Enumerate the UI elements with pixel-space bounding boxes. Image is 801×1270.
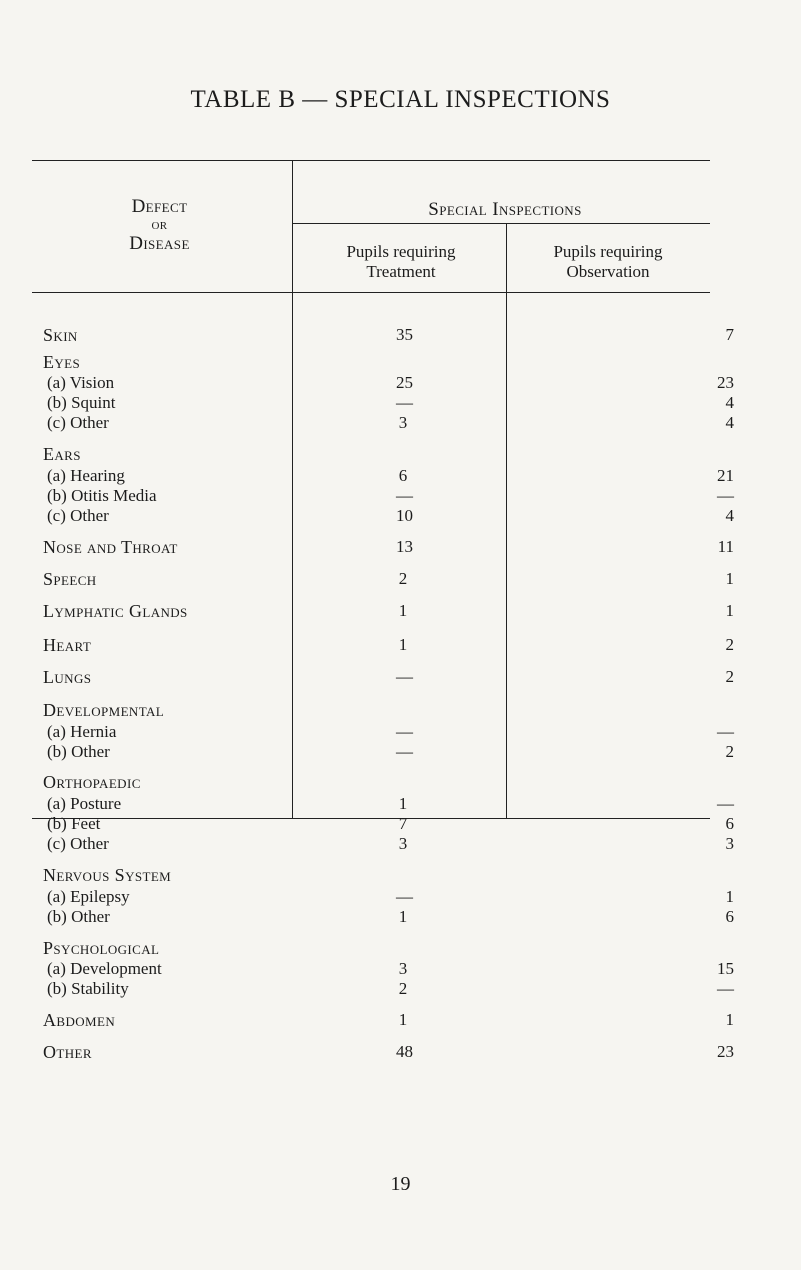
observation-value: 3 [725, 834, 734, 853]
observation-value: — [717, 794, 734, 813]
row-label: (a) Hearing [47, 466, 125, 485]
table-row [0, 886, 801, 908]
row-label: Skin [43, 325, 78, 345]
treatment-value: — [396, 667, 413, 686]
observation-value: 15 [717, 959, 734, 978]
table-row [0, 721, 801, 743]
row-label: Heart [43, 635, 92, 655]
header-bottom-rule [32, 292, 710, 293]
table-row [0, 1041, 801, 1063]
row-label: (a) Vision [47, 373, 115, 392]
table-row [0, 793, 801, 815]
observation-value: 2 [725, 635, 734, 654]
observation-value: — [717, 722, 734, 741]
treatment-value: — [396, 887, 413, 906]
row-label: (a) Development [47, 959, 162, 978]
table-row [0, 443, 801, 465]
table-row [0, 771, 801, 793]
observation-value: 4 [725, 506, 734, 525]
table-row [0, 600, 801, 622]
table-row [0, 958, 801, 980]
observation-value: 21 [717, 466, 734, 485]
row-label: Psychological [43, 938, 160, 958]
treatment-value: 2 [398, 979, 408, 998]
observation-value: 1 [725, 887, 734, 906]
table-row [0, 978, 801, 1000]
table-row [0, 536, 801, 558]
treatment-value: 48 [396, 1042, 413, 1061]
table-row [0, 372, 801, 394]
treatment-value: 3 [398, 413, 408, 432]
row-label: (b) Otitis Media [47, 486, 157, 505]
observation-value: — [717, 979, 734, 998]
row-label: (a) Hernia [47, 722, 117, 741]
row-label: (a) Epilepsy [47, 887, 130, 906]
observation-value: 6 [725, 814, 734, 833]
treatment-header-line2: Treatment [366, 262, 436, 281]
row-label: Nervous System [43, 865, 172, 885]
table-row [0, 833, 801, 855]
treatment-value: 1 [398, 794, 408, 813]
observation-value: 7 [725, 325, 734, 344]
observation-header-line2: Observation [566, 262, 650, 281]
row-label: Developmental [43, 700, 165, 720]
row-label: (b) Other [47, 907, 110, 926]
observation-value: 2 [725, 742, 734, 761]
row-label: Lymphatic Glands [43, 601, 188, 621]
table-row [0, 1009, 801, 1031]
row-label: (b) Squint [47, 393, 116, 412]
row-label: Nose and Throat [43, 537, 178, 557]
row-label: (b) Feet [47, 814, 101, 833]
row-label: Speech [43, 569, 97, 589]
defect-header-line2: or [151, 217, 168, 233]
table-row [0, 412, 801, 434]
treatment-value: — [396, 486, 413, 505]
subheader-rule [292, 223, 710, 224]
table-row [0, 813, 801, 835]
observation-value: 23 [717, 1042, 734, 1061]
table-row [0, 465, 801, 487]
row-label: Orthopaedic [43, 772, 141, 792]
treatment-value: — [396, 393, 413, 412]
row-label: (a) Posture [47, 794, 122, 813]
row-label: Abdomen [43, 1010, 116, 1030]
treatment-value: 25 [396, 373, 413, 392]
treatment-value: 1 [398, 601, 408, 620]
observation-value: 1 [725, 569, 734, 588]
row-label: Other [43, 1042, 92, 1062]
treatment-value: — [396, 742, 413, 761]
observation-header-line1: Pupils requiring [553, 242, 663, 261]
observation-value: 11 [717, 537, 734, 556]
treatment-column-header [296, 242, 506, 282]
page-number: 19 [390, 1173, 411, 1195]
observation-value: 2 [725, 667, 734, 686]
observation-value: 1 [725, 601, 734, 620]
special-inspections-header: Special Inspections [428, 199, 582, 220]
defect-header-line1: Defect [131, 196, 188, 217]
observation-value: 23 [717, 373, 734, 392]
row-label: Eyes [43, 352, 81, 372]
row-label: (b) Stability [47, 979, 129, 998]
observation-value: 6 [725, 907, 734, 926]
treatment-header-line1: Pupils requiring [346, 242, 456, 261]
table-row [0, 666, 801, 688]
observation-value: 4 [725, 393, 734, 412]
treatment-value: — [396, 722, 413, 741]
treatment-value: 3 [398, 834, 408, 853]
defect-header-line3: Disease [129, 233, 190, 254]
treatment-value: 2 [398, 569, 408, 588]
treatment-value: 1 [398, 635, 408, 654]
page-title: TABLE B — SPECIAL INSPECTIONS [190, 86, 611, 113]
treatment-value: 13 [396, 537, 413, 556]
treatment-value: 3 [398, 959, 408, 978]
table-row [0, 324, 801, 346]
table-row [0, 906, 801, 928]
row-label: (b) Other [47, 742, 110, 761]
table-row [0, 485, 801, 507]
row-label: (c) Other [47, 506, 109, 525]
observation-value: 4 [725, 413, 734, 432]
table-row [0, 699, 801, 721]
table-row [0, 634, 801, 656]
observation-column-header [508, 242, 708, 282]
row-label: (c) Other [47, 413, 109, 432]
treatment-value: 7 [398, 814, 408, 833]
treatment-value: 1 [398, 907, 408, 926]
observation-value: 1 [725, 1010, 734, 1029]
treatment-value: 10 [396, 506, 413, 525]
treatment-value: 6 [398, 466, 408, 485]
table-top-rule [32, 160, 710, 161]
observation-value: — [717, 486, 734, 505]
table-row [0, 741, 801, 763]
row-label: (c) Other [47, 834, 109, 853]
table-row [0, 392, 801, 414]
treatment-value: 35 [396, 325, 413, 344]
defect-column-header [32, 196, 287, 254]
row-label: Ears [43, 444, 81, 464]
table-row [0, 351, 801, 373]
table-row [0, 864, 801, 886]
table-row [0, 937, 801, 959]
row-label: Lungs [43, 667, 92, 687]
table-row [0, 505, 801, 527]
table-row [0, 568, 801, 590]
treatment-value: 1 [398, 1010, 408, 1029]
